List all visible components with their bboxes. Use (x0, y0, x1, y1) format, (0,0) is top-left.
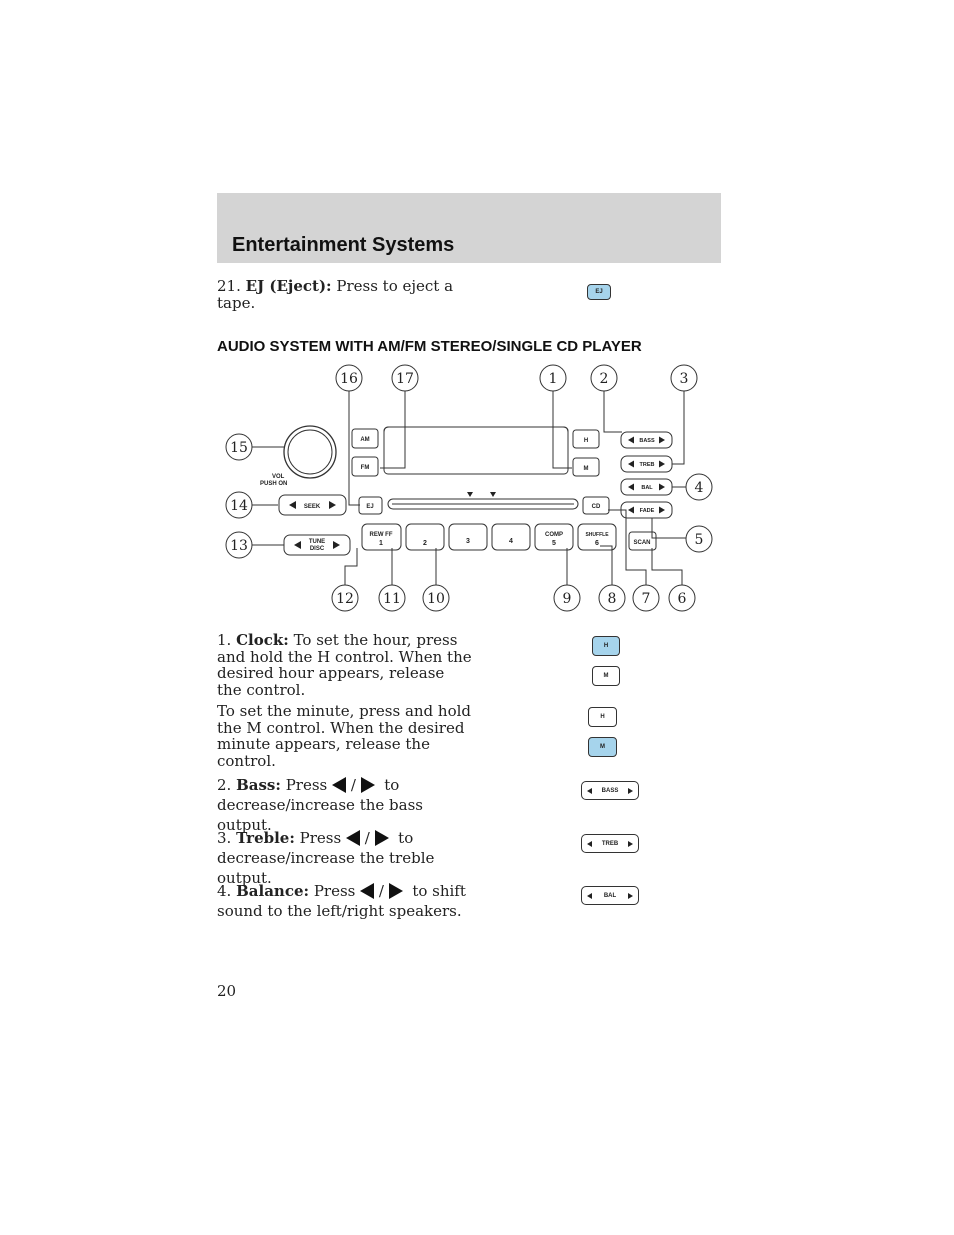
preset-5-comp (535, 524, 573, 550)
svg-text:3: 3 (466, 538, 470, 545)
svg-text:SHUFFLE: SHUFFLE (585, 532, 609, 538)
bass-control (621, 432, 672, 448)
treble-description: 3. Treble: Press / to decrease/increase the treble output. (217, 829, 435, 887)
callout-14 (226, 492, 252, 518)
svg-text:2: 2 (599, 371, 609, 387)
svg-text:17: 17 (396, 371, 414, 387)
svg-text:14: 14 (230, 498, 248, 514)
callout-1 (540, 365, 566, 391)
svg-text:TREB: TREB (639, 462, 655, 468)
callout-4 (686, 474, 712, 500)
svg-text:FADE: FADE (639, 508, 655, 514)
svg-text:TUNE: TUNE (308, 539, 326, 545)
svg-text:SEEK: SEEK (303, 504, 321, 510)
page-number: 20 (217, 982, 237, 1000)
push-on-label: PUSH ON (260, 481, 288, 487)
svg-text:BAL: BAL (641, 485, 653, 491)
preset-1-rew-ff (362, 524, 401, 550)
minute-icon: M (592, 666, 620, 686)
minute-button (573, 458, 599, 476)
radio-diagram (217, 360, 721, 615)
callout-5 (686, 526, 712, 552)
eject-description (217, 278, 457, 311)
treble-icon: TREB (581, 834, 639, 853)
page-title: Entertainment Systems (232, 234, 455, 256)
svg-text:15: 15 (230, 440, 248, 456)
callout-6 (669, 585, 695, 611)
svg-text:FM: FM (360, 465, 370, 471)
callout-10 (423, 585, 449, 611)
eject-number: 21. (217, 277, 241, 295)
fade-control (621, 502, 672, 518)
slot-indicator (467, 492, 496, 497)
svg-text:CD: CD (591, 504, 601, 510)
callout-11 (379, 585, 405, 611)
svg-text:COMP: COMP (545, 532, 563, 538)
svg-text:6: 6 (677, 591, 687, 607)
svg-text:2: 2 (423, 540, 427, 547)
vol-label: VOL (272, 474, 285, 480)
volume-knob (284, 426, 336, 478)
preset-2 (406, 524, 444, 550)
eject-term: EJ (Eject): (245, 277, 332, 295)
bass-description: 2. Bass: Press / to decrease/increase the bass output. (217, 776, 423, 834)
arrow-left-icon (360, 883, 374, 899)
leader-3 (672, 391, 684, 464)
hour-button (573, 430, 599, 448)
radio-display (384, 427, 568, 474)
seek-button (279, 495, 346, 515)
svg-text:12: 12 (336, 591, 354, 607)
callout-12 (332, 585, 358, 611)
callout-8 (599, 585, 625, 611)
eject-text: Press to eject a tape. (217, 277, 454, 312)
leader-6 (652, 548, 682, 585)
svg-text:16: 16 (340, 371, 358, 387)
arrow-right-icon (361, 777, 375, 793)
leader-12 (345, 548, 357, 585)
cd-button (583, 497, 609, 514)
svg-text:5: 5 (694, 532, 704, 548)
svg-text:7: 7 (641, 591, 651, 607)
hour-icon-highlighted: H (592, 636, 620, 656)
eject-button-icon: EJ (587, 284, 611, 300)
arrow-right-icon (389, 883, 403, 899)
callouts (226, 365, 712, 611)
arrow-right-icon (375, 830, 389, 846)
leader-7 (608, 510, 646, 585)
hour-icon: H (588, 707, 617, 727)
callout-17 (392, 365, 418, 391)
svg-text:SCAN: SCAN (633, 540, 651, 546)
arrow-left-icon (346, 830, 360, 846)
eject-button (359, 497, 382, 514)
callout-15 (226, 434, 252, 460)
fm-button (352, 457, 378, 476)
preset-3 (449, 524, 487, 550)
clock-term: Clock: (236, 631, 289, 649)
balance-icon: BAL (581, 886, 639, 905)
treble-control (621, 456, 672, 472)
svg-text:H: H (583, 438, 589, 444)
svg-text:REW FF: REW FF (369, 532, 393, 538)
svg-text:13: 13 (230, 538, 248, 554)
leader-1 (553, 391, 572, 468)
leader-2 (604, 391, 622, 432)
svg-text:9: 9 (562, 591, 572, 607)
balance-description: 4. Balance: Press / to shift sound to the left/right speakers. (217, 882, 466, 920)
svg-text:EJ: EJ (366, 504, 374, 510)
minute-icon-highlighted: M (588, 737, 617, 757)
svg-text:BASS: BASS (639, 438, 655, 444)
clock-minute-description: To set the minute, press and hold the M control. When the desired minute appears, release the control. (217, 702, 472, 770)
svg-text:AM: AM (360, 437, 370, 443)
tune-disc-button (284, 535, 350, 555)
callout-7 (633, 585, 659, 611)
callout-9 (554, 585, 580, 611)
svg-text:1: 1 (379, 540, 383, 547)
clock-hour-description: 1. Clock: To set the hour, press and hold the H control. When the desired hour appears, release the control. (217, 631, 472, 699)
svg-text:4: 4 (694, 480, 704, 496)
svg-text:5: 5 (552, 540, 556, 547)
balance-control (621, 479, 672, 495)
svg-text:4: 4 (509, 538, 513, 545)
leader-5 (652, 518, 686, 538)
svg-text:6: 6 (595, 540, 599, 547)
svg-text:10: 10 (427, 591, 445, 607)
preset-4 (492, 524, 530, 550)
svg-text:8: 8 (607, 591, 617, 607)
svg-text:M: M (583, 466, 589, 472)
callout-16 (336, 365, 362, 391)
callout-2 (591, 365, 617, 391)
callout-3 (671, 365, 697, 391)
leader-8 (600, 546, 612, 585)
arrow-left-icon (332, 777, 346, 793)
callout-13 (226, 532, 252, 558)
svg-text:3: 3 (679, 371, 689, 387)
svg-text:1: 1 (548, 371, 558, 387)
am-button (352, 429, 378, 448)
svg-text:DISC: DISC (309, 546, 325, 552)
svg-text:11: 11 (383, 591, 401, 607)
bass-icon: BASS (581, 781, 639, 800)
section-heading: AUDIO SYSTEM WITH AM/FM STEREO/SINGLE CD PLAYER (217, 338, 642, 355)
